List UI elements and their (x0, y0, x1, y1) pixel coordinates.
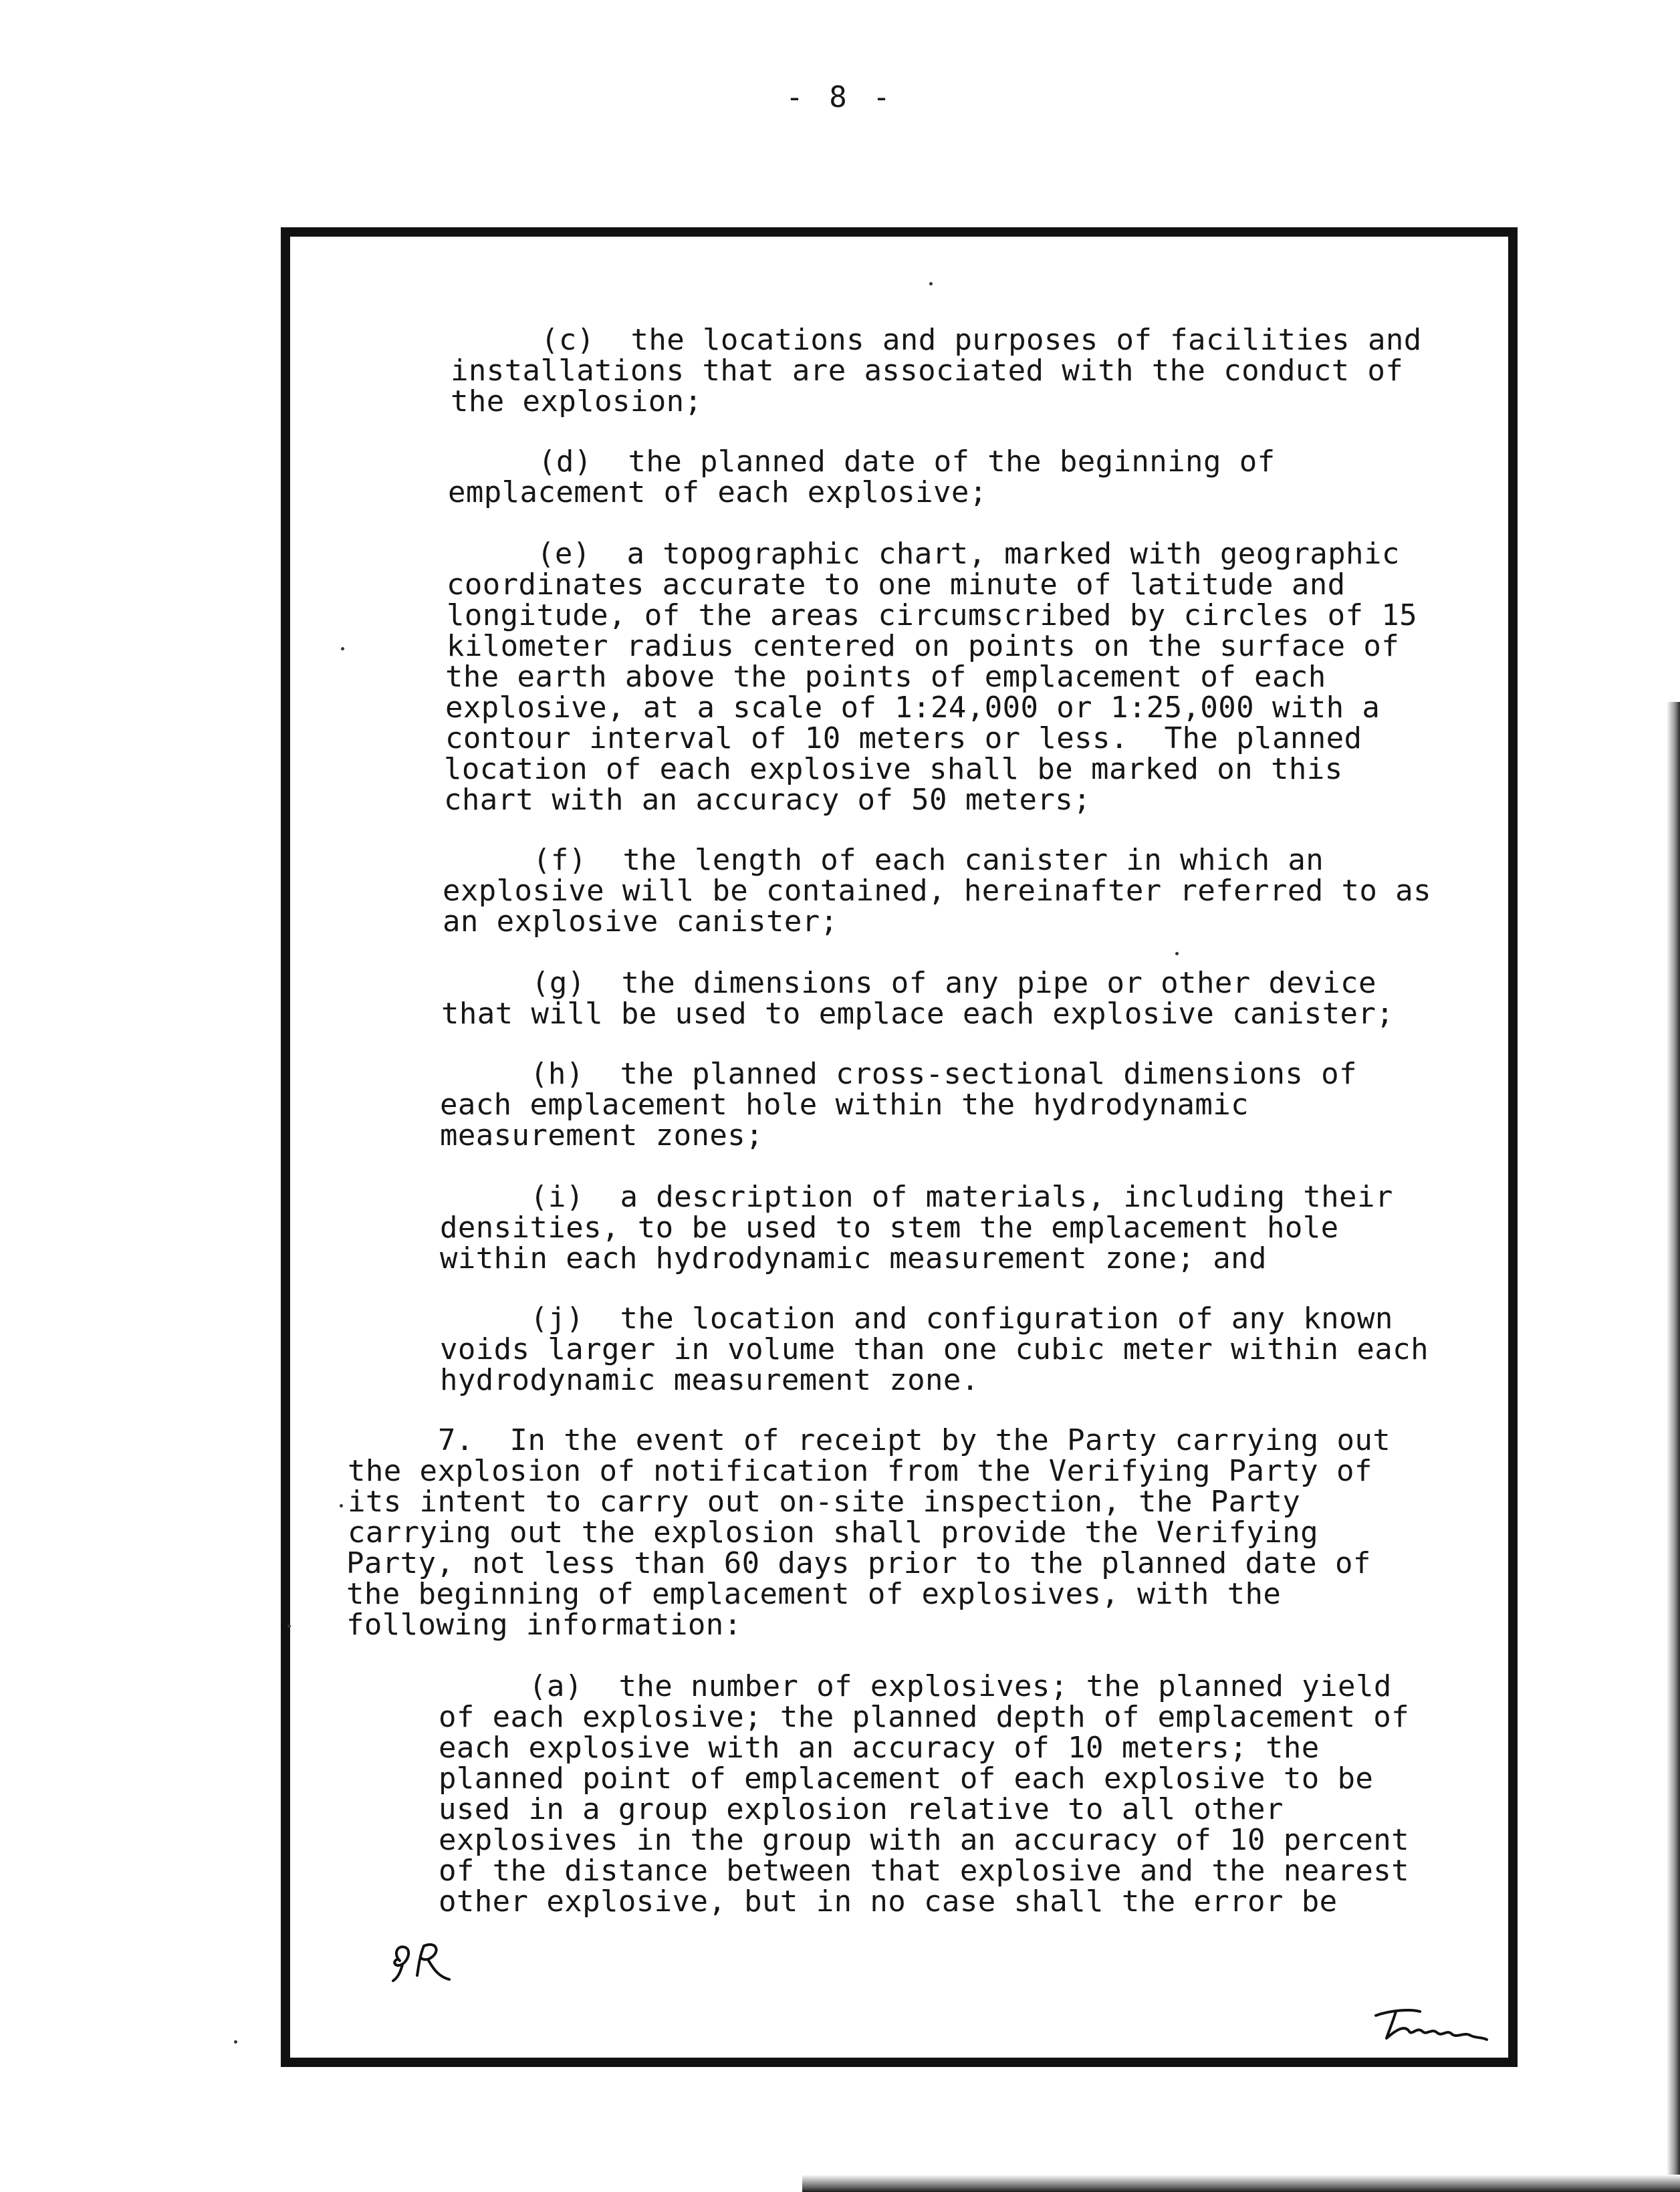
scan-speck (929, 282, 933, 285)
text-line: used in a group explosion relative to all other (439, 1792, 1284, 1826)
text-line: the explosion of notification from the Verifying Party of (348, 1454, 1372, 1488)
text-line: installations that are associated with the conduct of (451, 354, 1404, 388)
text-line: measurement zones; (440, 1118, 764, 1152)
text-line: coordinates accurate to one minute of latitude and (447, 568, 1346, 602)
handwritten-signature (1370, 2002, 1491, 2049)
text-line: emplacement of each explosive; (448, 475, 987, 509)
text-line: explosive will be contained, hereinafter referred to as (443, 874, 1431, 908)
text-line: (i) a description of materials, including their (530, 1180, 1393, 1214)
text-line: chart with an accuracy of 50 meters; (444, 783, 1092, 817)
text-line: (c) the locations and purposes of facilities and (541, 323, 1422, 357)
text-line: each emplacement hole within the hydrodynamic (440, 1088, 1249, 1122)
handwritten-initials (388, 1935, 461, 1989)
text-line: each explosive with an accuracy of 10 meters; the (439, 1731, 1320, 1765)
scan-speck (234, 2040, 237, 2044)
text-line: that will be used to emplace each explosive canister; (441, 997, 1395, 1031)
scan-speck (1175, 952, 1179, 955)
scan-bottom-shadow (802, 2175, 1680, 2192)
text-line: explosive, at a scale of 1:24,000 or 1:25,000 with a (445, 691, 1381, 725)
text-line: within each hydrodynamic measurement zone; and (440, 1241, 1267, 1275)
text-line: (h) the planned cross-sectional dimensions of (530, 1057, 1357, 1091)
text-line: of the distance between that explosive and the nearest (439, 1854, 1410, 1888)
text-line: other explosive, but in no case shall the error be (439, 1884, 1338, 1919)
text-line: longitude, of the areas circumscribed by circles of 15 (447, 598, 1418, 632)
scan-edge-shadow (1667, 702, 1680, 2192)
text-line: (g) the dimensions of any pipe or other device (531, 966, 1376, 1000)
text-line: hydrodynamic measurement zone. (440, 1363, 979, 1397)
text-line: planned point of emplacement of each explosive to be (439, 1761, 1374, 1796)
scan-speck (340, 1504, 343, 1507)
text-line: Party, not less than 60 days prior to the planned date of (346, 1546, 1371, 1580)
text-line: (a) the number of explosives; the planned yield (529, 1669, 1392, 1703)
text-line: explosives in the group with an accuracy of 10 percent (439, 1823, 1410, 1857)
text-line: (j) the location and configuration of any known (530, 1302, 1393, 1336)
text-line: (e) a topographic chart, marked with geographic (537, 537, 1400, 571)
text-line: carrying out the explosion shall provide the Verifying (348, 1515, 1319, 1550)
text-line: 7. In the event of receipt by the Party carrying out (438, 1423, 1391, 1457)
text-line: (f) the length of each canister in which an (533, 843, 1324, 877)
text-line: an explosive canister; (443, 904, 838, 939)
text-line: the explosion; (451, 384, 703, 418)
text-line: following information: (346, 1608, 742, 1642)
page-number: - 8 - (786, 80, 894, 114)
text-line: location of each explosive shall be marked on this (444, 752, 1343, 786)
scan-speck (287, 1624, 291, 1628)
text-line: (d) the planned date of the beginning of (538, 445, 1276, 479)
text-line: contour interval of 10 meters or less. The planned (445, 721, 1362, 755)
text-line: kilometer radius centered on points on the surface of (447, 629, 1400, 663)
scan-speck (341, 647, 344, 650)
text-line: densities, to be used to stem the emplacement hole (440, 1211, 1339, 1245)
text-line: of each explosive; the planned depth of emplacement of (439, 1700, 1410, 1734)
text-line: voids larger in volume than one cubic meter within each (440, 1332, 1429, 1366)
text-line: the beginning of emplacement of explosives, with the (346, 1577, 1282, 1611)
text-line: its intent to carry out on-site inspection, the Party (348, 1485, 1301, 1519)
text-line: the earth above the points of emplacement of each (445, 660, 1326, 694)
